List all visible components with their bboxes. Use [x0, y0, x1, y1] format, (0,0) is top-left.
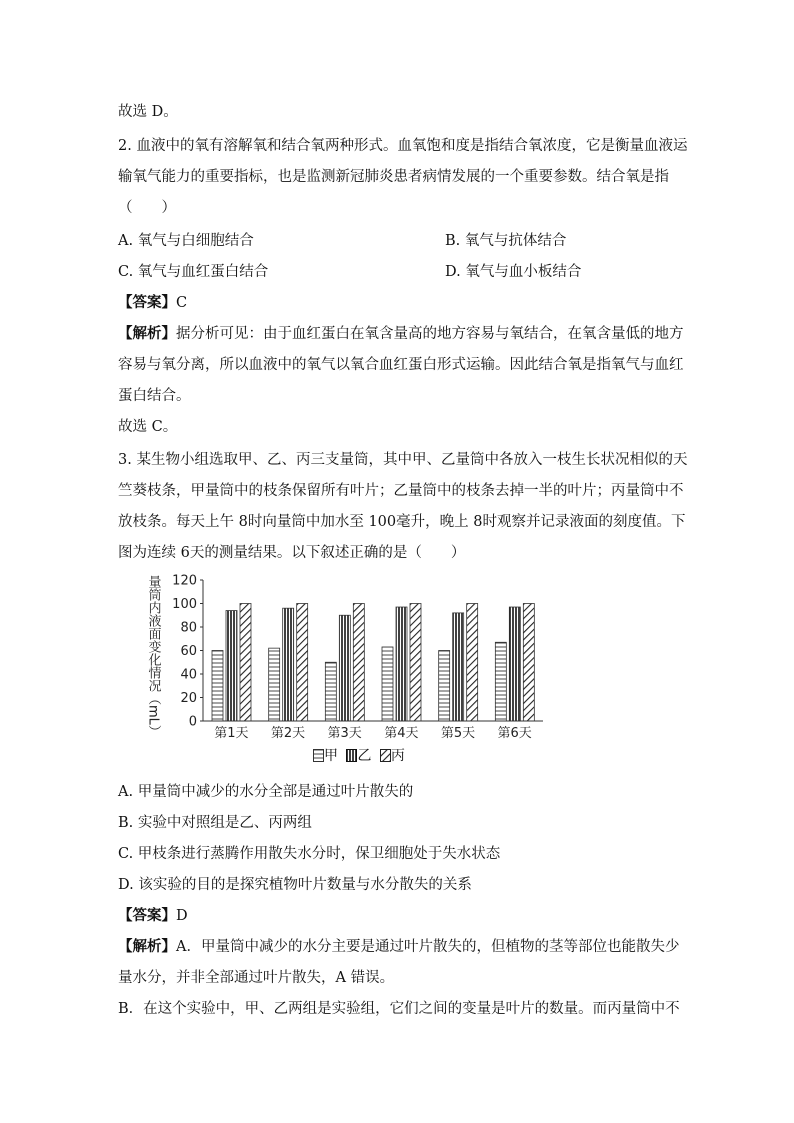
y-axis-label: 量筒内液面变化情况（mL）	[145, 575, 161, 738]
q3-stem-line-3: 放枝条。每天上午 8时向量筒中加水至 100毫升，晚上 8时观察并记录液面的刻度值。下	[118, 514, 686, 530]
x-tick-label: 第2天	[270, 726, 306, 741]
legend-swatch-jia	[313, 749, 324, 762]
q3-analysis-line-2: 量水分，并非全部通过叶片散失，A 错误。	[118, 970, 395, 986]
legend-swatch-bing	[380, 749, 391, 762]
q3-answer	[118, 904, 188, 925]
q2-stem-line-2: 输氧气能力的重要指标，也是监测新冠肺炎患者病情发展的一个重要参数。结合氧是指	[118, 169, 669, 185]
q2-option-a: A. 氧气与白细胞结合	[118, 233, 254, 249]
q2-option-b: B. 氧气与抗体结合	[445, 233, 567, 249]
x-tick-label: 第4天	[384, 726, 419, 741]
answer-value: D	[176, 908, 188, 924]
bar-bing	[523, 604, 534, 722]
answer-tag: 【答案】	[118, 294, 176, 311]
answer-tag: 【答案】	[118, 907, 176, 924]
analysis-text: A．甲量筒中减少的水分主要是通过叶片散失的，但植物的茎等部位也能散失少	[176, 939, 680, 955]
bar-yi	[283, 608, 294, 721]
bar-bing	[467, 604, 478, 722]
bar-jia	[495, 642, 506, 721]
x-tick-label: 第1天	[214, 726, 249, 741]
q3-option-a: A. 甲量筒中减少的水分全部是通过叶片散失的	[118, 784, 414, 800]
legend-label-jia: 甲	[324, 748, 338, 764]
chart-legend	[313, 745, 405, 765]
y-tick-label: 120	[172, 573, 197, 589]
legend-item-bing	[380, 748, 405, 764]
bar-jia	[325, 662, 336, 721]
analysis-text: 据分析可见：由于血红蛋白在氧含量高的地方容易与氧结合，在氧含量低的地方	[176, 326, 684, 342]
q3-analysis-line-1	[118, 935, 679, 956]
x-tick-label: 第6天	[497, 726, 532, 741]
bar-yi	[396, 607, 407, 721]
q2-analysis-line-1	[118, 322, 684, 343]
q3-stem-line-1: 3. 某生物小组选取甲、乙、丙三支量筒，其中甲、乙量筒中各放入一枝生长状况相似的天	[118, 452, 688, 468]
analysis-tag: 【解析】	[118, 938, 176, 955]
legend-swatch-yi	[346, 749, 357, 762]
legend-item-yi	[346, 748, 375, 764]
x-tick-label: 第5天	[440, 726, 476, 741]
bar-yi	[453, 613, 464, 721]
bar-jia	[439, 651, 450, 722]
legend-label-bing: 丙	[390, 748, 405, 764]
bar-bing	[410, 604, 421, 722]
q2-stem-line-3: （ ）	[118, 200, 176, 216]
x-tick-label: 第3天	[327, 726, 362, 741]
y-tick-label: 40	[180, 667, 197, 683]
legend-item-jia	[313, 748, 342, 764]
q3-stem-line-2: 竺葵枝条，甲量筒中的枝条保留所有叶片；乙量筒中的枝条去掉一半的叶片；丙量筒中不	[118, 483, 684, 499]
q3-option-b: B. 实验中对照组是乙、丙两组	[118, 815, 312, 831]
q3-analysis-line-3: B．在这个实验中，甲、乙两组是实验组，它们之间的变量是叶片的数量。而丙量筒中不	[118, 1001, 680, 1017]
legend-label-yi: 乙	[357, 748, 372, 764]
y-tick-label: 60	[180, 644, 197, 659]
q3-option-d: D. 该实验的目的是探究植物叶片数量与水分散失的关系	[118, 877, 472, 893]
bar-yi	[339, 615, 350, 721]
bar-yi	[509, 607, 520, 721]
q2-option-c: C. 氧气与血红蛋白结合	[118, 264, 269, 280]
q3-stem-line-4: 图为连续 6天的测量结果。以下叙述正确的是（ ）	[118, 545, 466, 561]
bar-bing	[240, 604, 251, 722]
y-tick-label: 80	[180, 620, 197, 636]
bar-jia	[269, 648, 280, 721]
q1-conclusion: 故选 D。	[118, 104, 178, 120]
bar-jia	[212, 651, 223, 722]
answer-value: C	[176, 295, 188, 311]
bar-bing	[297, 604, 308, 722]
bar-yi	[226, 611, 237, 721]
q2-conclusion: 故选 C。	[118, 419, 178, 435]
q2-analysis-line-2: 容易与氧分离，所以血液中的氧气以氧合血红蛋白形式运输。因此结合氧是指氧气与血红	[118, 357, 684, 373]
q2-stem-line-1: 2. 血液中的氧有溶解氧和结合氧两种形式。血氧饱和度是指结合氧浓度，它是衡量血液运	[118, 138, 688, 154]
bar-bing	[353, 604, 364, 722]
q2-analysis-line-3: 蛋白结合。	[118, 388, 191, 404]
y-tick-label: 100	[172, 597, 197, 612]
bar-chart	[140, 570, 560, 770]
q2-answer	[118, 291, 187, 312]
y-tick-label: 20	[180, 691, 197, 706]
bar-jia	[382, 647, 393, 721]
q2-option-d: D. 氧气与血小板结合	[445, 264, 582, 280]
q3-option-c: C. 甲枝条进行蒸腾作用散失水分时，保卫细胞处于失水状态	[118, 846, 501, 862]
analysis-tag: 【解析】	[118, 325, 176, 342]
y-tick-label: 0	[188, 714, 197, 730]
